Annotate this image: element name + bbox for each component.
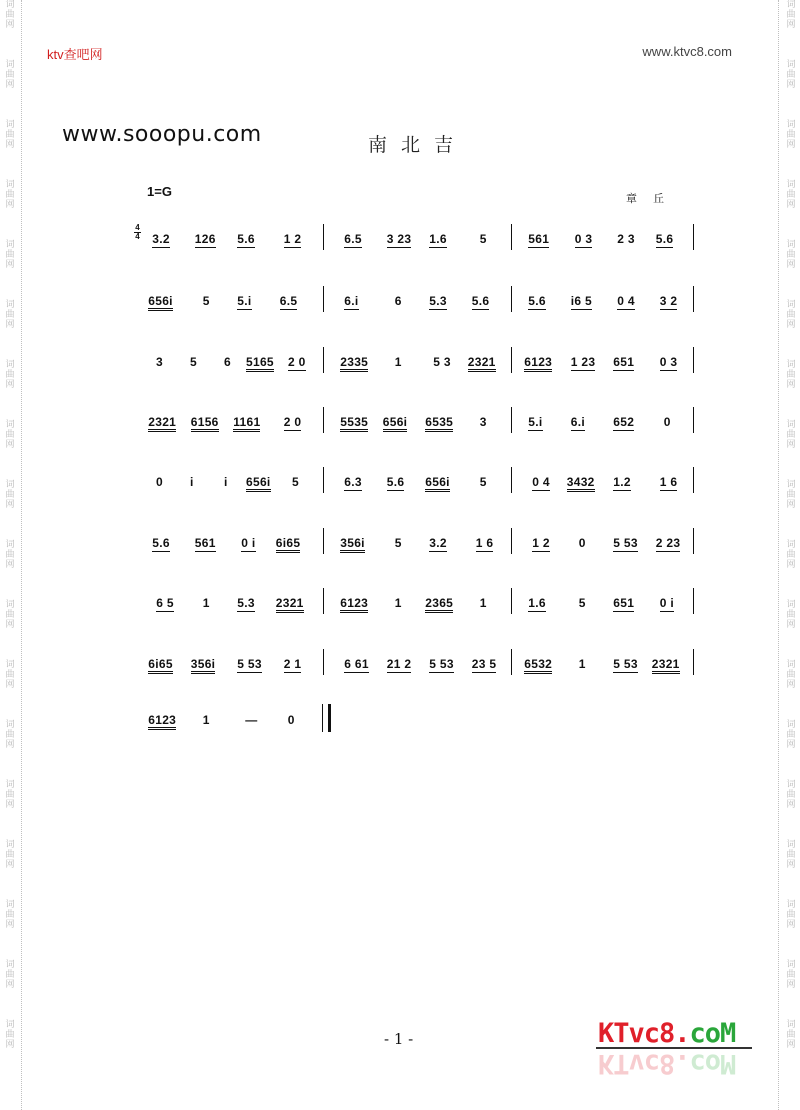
note-group: 561	[528, 232, 550, 246]
score-line	[0, 536, 800, 560]
margin-watermark-text: 词 曲 网	[786, 600, 796, 630]
note-group: 356i	[191, 657, 216, 674]
note-group: 2321	[148, 415, 176, 432]
margin-watermark-text: 词 曲 网	[786, 0, 796, 30]
margin-watermark-text: 词 曲 网	[5, 900, 15, 930]
note-group: 561	[194, 536, 216, 550]
note-group: 0	[156, 475, 163, 489]
note-group: 1	[479, 596, 487, 610]
barline	[693, 528, 694, 554]
note-group: 5 53	[613, 536, 638, 550]
note-group: 0 4	[532, 475, 550, 489]
barline	[511, 286, 512, 312]
note-group: 5	[394, 536, 402, 550]
barline	[511, 588, 512, 614]
note-group: 6123	[524, 355, 552, 372]
note-group: 6123	[340, 596, 368, 613]
note-group: 2321	[276, 596, 304, 613]
note-group: 656i	[425, 475, 450, 492]
note-group: 0	[578, 536, 586, 550]
score-line	[0, 596, 800, 620]
site-name-link[interactable]: ktv查吧网	[47, 47, 103, 62]
note-group: 1	[202, 713, 210, 727]
margin-watermark-text: 词 曲 网	[5, 420, 15, 450]
barline	[693, 649, 694, 675]
note-group: 3.2	[429, 536, 447, 550]
note-group: 3	[479, 415, 487, 429]
note-group: 5.6	[655, 232, 674, 246]
note-group: 5	[292, 475, 299, 489]
note-group: i6 5	[570, 294, 592, 308]
note-group: 1 6	[475, 536, 494, 550]
note-group: 0 3	[574, 232, 593, 246]
note-group: 5	[578, 596, 586, 610]
barline	[323, 407, 324, 433]
note-group: 6.5	[279, 294, 298, 308]
note-group: 0 i	[241, 536, 256, 550]
note-group: —	[245, 713, 258, 727]
note-group: 2 23	[655, 536, 681, 550]
margin-watermark-text: 词 曲 网	[5, 300, 15, 330]
note-group: 1.2	[613, 475, 631, 489]
note-group: 5 53	[429, 657, 454, 671]
note-group: 6 5	[156, 596, 174, 610]
margin-watermark-text: 词 曲 网	[786, 660, 796, 690]
margin-watermark-text: 词 曲 网	[786, 120, 796, 150]
note-group: 6	[394, 294, 402, 308]
note-group: 5 53	[237, 657, 262, 671]
margin-watermark-text: 词 曲 网	[5, 180, 15, 210]
margin-watermark-text: 词 曲 网	[786, 360, 796, 390]
margin-watermark-text: 词 曲 网	[786, 900, 796, 930]
note-group: 1	[578, 657, 586, 671]
note-group: 0 4	[617, 294, 635, 308]
note-group: 3 2	[659, 294, 678, 308]
note-group: 2335	[340, 355, 368, 372]
barline	[693, 347, 694, 373]
note-group: 2 3	[617, 232, 635, 246]
note-group: 1 6	[659, 475, 678, 489]
score-line	[0, 713, 800, 737]
margin-watermark-text: 词 曲 网	[5, 540, 15, 570]
note-group: 6	[224, 355, 231, 369]
note-group: 656i	[246, 475, 271, 492]
note-group: 0 i	[659, 596, 674, 610]
page-number: - 1 -	[384, 1030, 414, 1048]
margin-watermark-text: 词 曲 网	[786, 420, 796, 450]
note-group: 1	[394, 596, 402, 610]
barline	[323, 286, 324, 312]
key-signature: 1=G	[147, 184, 172, 199]
barline	[511, 528, 512, 554]
margin-watermark-text: 词 曲 网	[786, 1020, 796, 1050]
note-group: 5 53	[613, 657, 638, 671]
note-group: 1	[202, 596, 210, 610]
note-group: 6532	[524, 657, 552, 674]
barline	[693, 407, 694, 433]
margin-watermark-text: 词 曲 网	[786, 720, 796, 750]
note-group: 5	[190, 355, 197, 369]
note-group: 2321	[652, 657, 680, 674]
margin-watermark-text: 词 曲 网	[786, 60, 796, 90]
margin-watermark-text: 词 曲 网	[786, 480, 796, 510]
score-line	[0, 232, 800, 256]
margin-watermark-text: 词 曲 网	[786, 960, 796, 990]
note-group: 5 3	[433, 355, 451, 369]
note-group: 5	[479, 475, 487, 489]
margin-watermark-text: 词 曲 网	[786, 300, 796, 330]
margin-watermark-text: 词 曲 网	[786, 780, 796, 810]
margin-watermark-text: 词 曲 网	[5, 240, 15, 270]
barline	[323, 467, 324, 493]
barline	[323, 649, 324, 675]
barline	[323, 588, 324, 614]
margin-watermark-text: 词 曲 网	[5, 840, 15, 870]
margin-watermark-text: 词 曲 网	[786, 240, 796, 270]
note-group: 6123	[148, 713, 176, 730]
note-group: 6i65	[148, 657, 173, 674]
note-group: 5.6	[386, 475, 405, 489]
barline	[511, 649, 512, 675]
margin-watermark-text: 词 曲 网	[5, 600, 15, 630]
note-group: 1	[394, 355, 402, 369]
score-line	[0, 415, 800, 439]
note-group: 1 2	[283, 232, 302, 246]
note-group: 2 0	[288, 355, 306, 369]
note-group: 2 0	[283, 415, 302, 429]
margin-watermark-text: 词 曲 网	[786, 180, 796, 210]
margin-watermark-text: 词 曲 网	[5, 960, 15, 990]
margin-watermark-text: 词 曲 网	[5, 720, 15, 750]
note-group: 2365	[425, 596, 453, 613]
note-group: 656i	[383, 415, 408, 432]
final-barline	[322, 704, 331, 732]
margin-watermark-text: 词 曲 网	[5, 60, 15, 90]
note-group: 21 2	[386, 657, 412, 671]
barline	[693, 588, 694, 614]
note-group: 5.i	[237, 294, 252, 308]
margin-watermark-text: 词 曲 网	[5, 480, 15, 510]
barline	[323, 528, 324, 554]
source-watermark: www.sooopu.com	[62, 122, 262, 147]
note-group: 5.i	[528, 415, 543, 429]
margin-watermark-text: 词 曲 网	[5, 0, 15, 30]
margin-watermark-text: 词 曲 网	[786, 540, 796, 570]
note-group: 0 3	[659, 355, 678, 369]
note-group: 0	[663, 415, 671, 429]
note-group: 5.6	[237, 232, 255, 246]
note-group: 2 1	[283, 657, 302, 671]
note-group: 5535	[340, 415, 368, 432]
margin-watermark-text: 词 曲 网	[5, 1020, 15, 1050]
ktvc8-logo: KTvc8.coM	[598, 1018, 736, 1049]
note-group: 5.6	[528, 294, 546, 308]
score-line	[0, 355, 800, 379]
margin-watermark-text: 词 曲 网	[5, 120, 15, 150]
margin-watermark-text: 词 曲 网	[786, 840, 796, 870]
note-group: 356i	[340, 536, 365, 553]
margin-watermark-text: 词 曲 网	[5, 660, 15, 690]
note-group: 6 61	[344, 657, 369, 671]
note-group: 5	[202, 294, 210, 308]
ktvc8-logo-reflection: KTvc8.coM	[598, 1048, 736, 1079]
note-group: i	[190, 475, 194, 489]
note-group: 3 23	[386, 232, 412, 246]
score-line	[0, 475, 800, 499]
barline	[323, 347, 324, 373]
note-group: 651	[613, 355, 635, 369]
note-group: 3432	[567, 475, 595, 492]
site-url-link[interactable]: www.ktvc8.com	[642, 44, 732, 59]
note-group: 1 23	[570, 355, 596, 369]
score-line	[0, 294, 800, 318]
note-group: 652	[613, 415, 635, 429]
barline	[693, 286, 694, 312]
note-group: 6.i	[344, 294, 359, 308]
time-signature-bottom: 4	[135, 232, 140, 241]
note-group: 0	[287, 713, 295, 727]
note-group: 2321	[468, 355, 496, 372]
note-group: 23 5	[471, 657, 497, 671]
barline	[693, 467, 694, 493]
note-group: 3	[156, 355, 163, 369]
barline	[511, 224, 512, 250]
note-group: 1.6	[528, 596, 546, 610]
barline	[693, 224, 694, 250]
note-group: 5.6	[471, 294, 490, 308]
note-group: 1161	[233, 415, 260, 432]
note-group: 5	[479, 232, 487, 246]
note-group: 1 2	[532, 536, 550, 550]
page-title: 南北吉	[368, 134, 468, 156]
barline	[511, 347, 512, 373]
note-group: 1.6	[429, 232, 447, 246]
note-group: 6156	[191, 415, 219, 432]
barline	[511, 407, 512, 433]
margin-watermark-text: 词 曲 网	[5, 780, 15, 810]
time-signature-top: 4	[135, 223, 140, 232]
note-group: 3.2	[152, 232, 170, 246]
score-line	[0, 657, 800, 681]
note-group: 5.3	[429, 294, 447, 308]
note-group: 6i65	[276, 536, 301, 553]
composer-name: 章丘	[626, 192, 680, 205]
note-group: 5165	[246, 355, 274, 372]
margin-watermark-text: 词 曲 网	[5, 360, 15, 390]
note-group: 656i	[148, 294, 173, 311]
note-group: 6535	[425, 415, 453, 432]
barline	[323, 224, 324, 250]
note-group: i	[224, 475, 228, 489]
note-group: 651	[613, 596, 635, 610]
note-group: 6.3	[344, 475, 362, 489]
note-group: 6.5	[344, 232, 362, 246]
barline	[511, 467, 512, 493]
note-group: 6.i	[570, 415, 585, 429]
note-group: 5.3	[237, 596, 255, 610]
note-group: 126	[194, 232, 216, 246]
note-group: 5.6	[152, 536, 170, 550]
